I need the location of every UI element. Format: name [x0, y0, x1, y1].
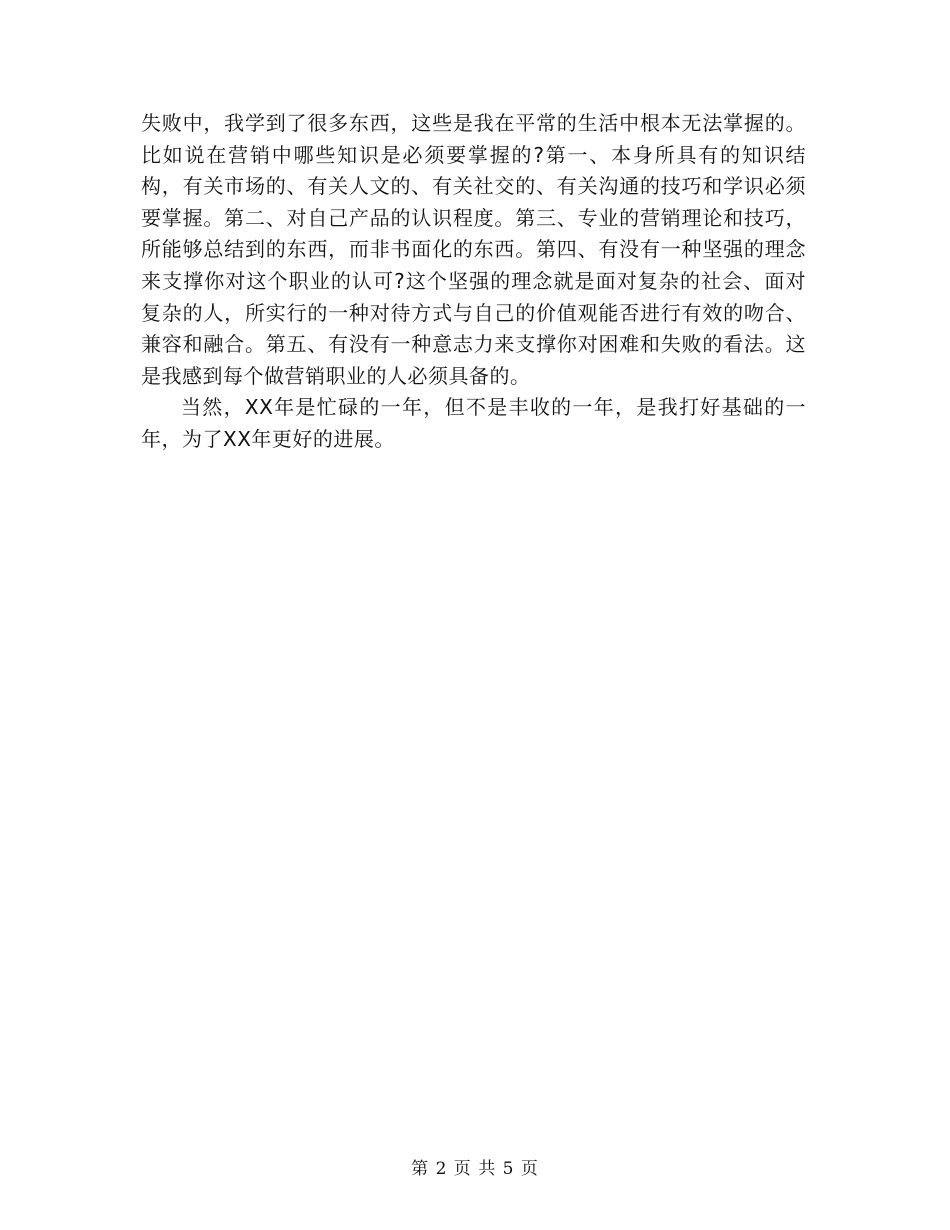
paragraph-2: 当然，XX年是忙碌的一年，但不是丰收的一年，是我打好基础的一年，为了XX年更好的进展。	[141, 395, 806, 451]
page-footer: 第 2 页 共 5 页	[411, 1159, 539, 1179]
paragraph-1: 失败中，我学到了很多东西，这些是我在平常的生活中根本无法掌握的。比如说在营销中哪些知识是必须要掌握的?第一、本身所具有的知识结构，有关市场的、有关人文的、有关社交的、有关沟通的技巧和学识必须要掌握。第二、对自己产品的认识程度。第三、专业的营销理论和技巧，所能够总结到的东西，而非书面化的东西。第四、有没有一种坚强的理念来支撑你对这个职业的认可?这个坚强的理念就是面对复杂的社会、面对复杂的人，所实行的一种对待方式与自己的价值观能否进行有效的吻合、兼容和融合。第五、有没有一种意志力来支撑你对困难和失败的看法。这是我感到每个做营销职业的人必须具备的。	[141, 111, 806, 388]
document-body	[141, 108, 806, 456]
